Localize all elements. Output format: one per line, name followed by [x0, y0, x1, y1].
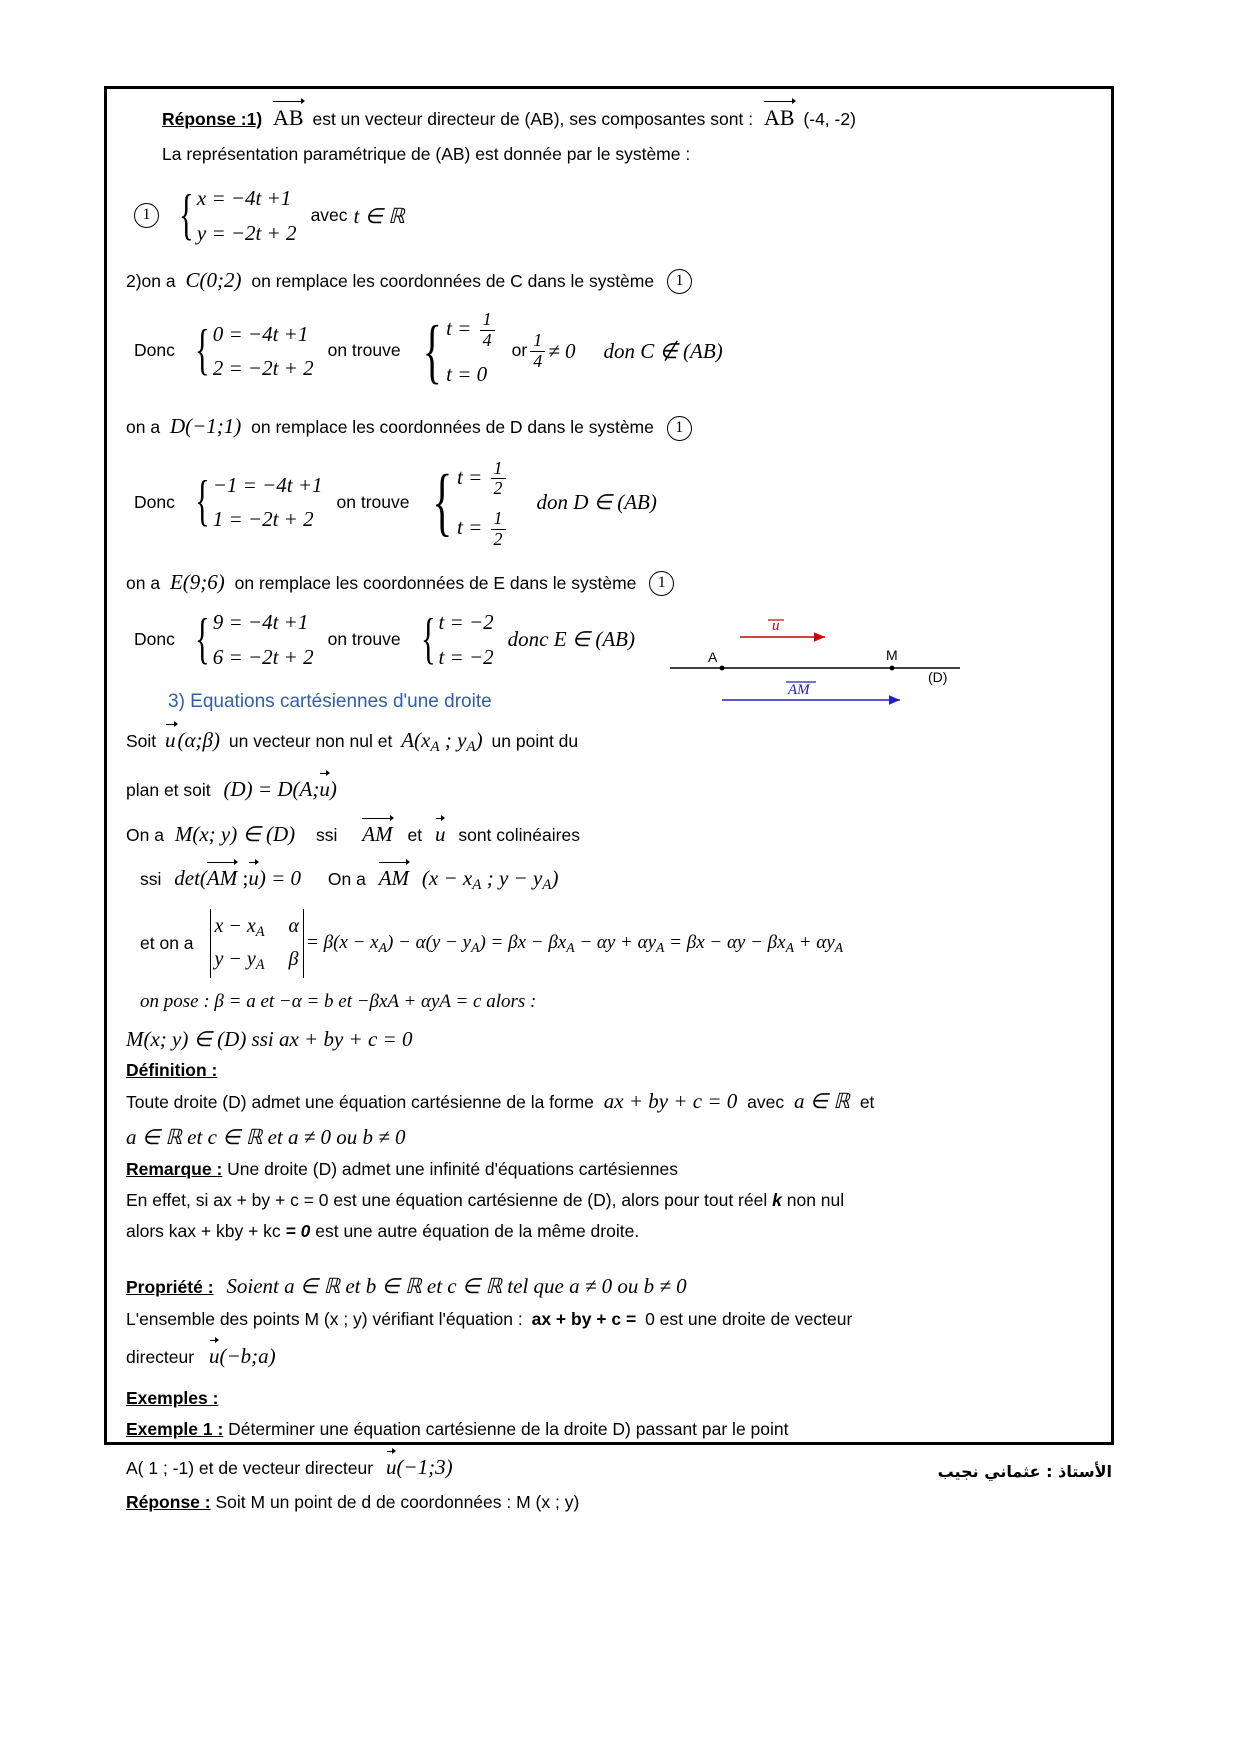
- part2-calc: [134, 305, 1096, 397]
- point-d: D(−1;1): [169, 414, 242, 439]
- figure-label-AM: AM: [788, 682, 810, 698]
- ref-tag-1a: 1: [667, 269, 692, 294]
- system-e-row2: 6 = −2t + 2: [212, 644, 314, 669]
- t-in-r: t ∈ ℝ: [353, 203, 405, 228]
- det-r1c2: α: [288, 915, 300, 937]
- example1-l2-a: A( 1 ; -1) et de vecteur directeur: [126, 1457, 374, 1478]
- frac-num: 1: [533, 329, 543, 350]
- frac-num: 1: [493, 457, 503, 478]
- res-d-lhs2: t =: [456, 515, 483, 540]
- theory-l1-c: un point du: [491, 730, 579, 751]
- theory-l3-d: sont colinéaires: [458, 825, 580, 846]
- theory-line6: [126, 988, 1096, 1016]
- vector-am-1: AM: [362, 817, 392, 849]
- brace: {: [422, 311, 442, 392]
- frac-den: 4: [480, 330, 495, 351]
- definition-l1-d: et: [859, 1091, 875, 1112]
- theory-l1-b: un vecteur non nul et: [228, 730, 393, 751]
- on-trouve-d: on trouve: [336, 491, 410, 512]
- on-trouve-e: on trouve: [327, 628, 401, 649]
- on-trouve-c: on trouve: [327, 340, 401, 361]
- remark-line3: [126, 1219, 1096, 1244]
- brace: {: [194, 319, 210, 382]
- fraction-one-fourth-2: [530, 331, 545, 372]
- system-d-row1: −1 = −4t +1: [212, 472, 323, 497]
- system-d-result: [424, 452, 509, 553]
- definition-line1: [126, 1086, 1096, 1116]
- vector-ab-2: AB: [764, 100, 795, 134]
- theory-ssi-1: ssi: [316, 825, 338, 846]
- res-c-lhs: t =: [446, 315, 472, 340]
- fraction-one-half-2: [491, 509, 506, 550]
- system-c-res2: t = 0: [446, 362, 488, 387]
- am-coords: ($x - x_A$ ; $y - y_A$): [421, 865, 559, 894]
- system-c-result: [415, 305, 498, 397]
- system-d-left: [189, 468, 323, 537]
- system-c-res1: [446, 305, 498, 351]
- section-3-heading: 3) Equations cartésiennes d'une droite: [168, 691, 492, 713]
- footer-teacher-name: الأستاذ : عثماني نجيب: [937, 1462, 1112, 1481]
- definition-l1-a: Toute droite (D) admet une équation cartésienne de la forme: [126, 1091, 594, 1112]
- vector-ab-1: AB: [273, 100, 304, 134]
- system-1-row1: x = −4t +1: [196, 186, 292, 211]
- frac-den: 4: [530, 351, 545, 372]
- theory-pose: on pose : β = a et −α = b et −βxA + αyA = c alors :: [140, 991, 537, 1013]
- donc-label-c: Donc: [134, 340, 175, 361]
- vector-u-def: u(α;β): [165, 728, 220, 752]
- fraction-one-fourth: [480, 310, 495, 351]
- definition-line2: [126, 1122, 1096, 1152]
- conclusion-e: donc E ∈ (AB): [507, 627, 635, 652]
- remark-k: k: [772, 1189, 782, 1210]
- figure-label-u: u: [772, 618, 780, 634]
- theory-l3-c: et: [407, 825, 423, 846]
- theory-l3-a: On a: [126, 825, 164, 846]
- brace: {: [194, 470, 210, 533]
- geometry-figure: [660, 612, 978, 712]
- document-content: [126, 100, 1096, 1521]
- example1-vector-u: u(−1;3): [386, 1455, 453, 1479]
- system-e-res2: t = −2: [438, 644, 494, 669]
- theory-line2: [126, 771, 1096, 804]
- frac-den: 2: [491, 529, 506, 550]
- partE-intro-end: on remplace les coordonnées de E dans le système: [234, 572, 637, 593]
- property-eq: ax + by + c =: [531, 1309, 637, 1330]
- point-e: E(9;6): [169, 569, 225, 594]
- part2-intro: [126, 265, 1096, 295]
- conclusion-c: don C ∉ (AB): [603, 338, 723, 363]
- theory-l5-a: et on a: [140, 932, 194, 953]
- res-d-lhs1: t =: [456, 464, 483, 489]
- system-c-left: [189, 317, 314, 386]
- response-label: Réponse :: [126, 1492, 211, 1513]
- remark-l3-b: = 0: [285, 1221, 311, 1242]
- remark-l2-b: non nul: [786, 1189, 845, 1210]
- examples-heading: [126, 1386, 1096, 1411]
- property-l1: Soient a ∈ ℝ et b ∈ ℝ et c ∈ ℝ tel que a ≠ 0 ou b ≠ 0: [226, 1273, 687, 1298]
- theory-line1: [126, 722, 1096, 759]
- definition-l2-text: a ∈ ℝ et c ∈ ℝ et a ≠ 0 ou b ≠ 0: [126, 1125, 406, 1150]
- m-in-d: M(x; y) ∈ (D): [174, 822, 296, 847]
- conclusion-d: don D ∈ (AB): [536, 489, 657, 514]
- answer1-line2: La représentation paramétrique de (AB) est donnée par le système :: [162, 143, 691, 164]
- system-1-row: [134, 181, 1096, 250]
- system-e-left: [189, 605, 314, 674]
- partD-calc: [134, 452, 1096, 553]
- theory-final-eq: M(x; y) ∈ (D) ssi ax + by + c = 0: [126, 1026, 413, 1051]
- brace: {: [194, 607, 210, 670]
- figure-label-M: M: [886, 647, 898, 663]
- theory-line3: [126, 816, 1096, 849]
- partD-intro-end: on remplace les coordonnées de D dans le système: [251, 417, 654, 438]
- property-l3-a: directeur: [126, 1347, 195, 1368]
- property-vector-u: u(−b;a): [209, 1344, 276, 1368]
- property-line2: [126, 1307, 1096, 1332]
- det-r2c1: $y - y_A$: [214, 947, 265, 973]
- fraction-one-half-1: [491, 459, 506, 500]
- system-d-res2: [457, 502, 509, 552]
- frac-num: 1: [482, 308, 492, 329]
- theory-line7: [126, 1024, 1096, 1054]
- property-line1: [126, 1271, 1096, 1301]
- figure-label-A: A: [708, 649, 718, 665]
- example1-text: Déterminer une équation cartésienne de la droite D) passant par le point: [228, 1419, 789, 1440]
- property-l2-b: 0 est une droite de vecteur: [645, 1309, 853, 1330]
- system-1-tag: 1: [134, 203, 159, 228]
- system-1-row2: y = −2t + 2: [196, 220, 297, 245]
- remark-l3-a: alors kax + kby + kc: [126, 1221, 281, 1242]
- example1-response: [126, 1490, 1096, 1515]
- vector-u-1: u: [435, 822, 446, 846]
- partE-intro-text: on a: [126, 572, 161, 593]
- system-1: [173, 181, 297, 250]
- definition-l1-c: a ∈ ℝ: [794, 1088, 850, 1113]
- system-e-res1: t = −2: [438, 610, 494, 635]
- definition-eq: ax + by + c = 0: [603, 1088, 738, 1113]
- determinant-matrix: [210, 909, 305, 978]
- example1-label: Exemple 1 :: [126, 1419, 224, 1440]
- ref-tag-1b: 1: [667, 416, 692, 441]
- remark-l3-c: est une autre équation de la même droite.: [315, 1221, 640, 1242]
- remark-line1: [126, 1157, 1096, 1182]
- point-a-def: $A(x_A$ ; $y_A$): [401, 727, 483, 756]
- brace: {: [431, 459, 452, 544]
- system-d-res1: [457, 452, 509, 502]
- remark-l2-a: En effet, si ax + by + c = 0 est une équation cartésienne de (D), alors pour tout réel: [126, 1189, 768, 1210]
- det-r2c2: β: [288, 947, 299, 970]
- det-expansion: = $\beta(x - x_A) - \alpha(y - y_A) = \beta x - \beta x_A - \alpha y + \alpha y_A = \beta x - \alpha y - \beta x_A + \alpha y_A$: [306, 932, 844, 956]
- donc-label-d: Donc: [134, 491, 175, 512]
- partD-intro: [126, 411, 1096, 441]
- det-r1c1: $x - x_A$: [214, 915, 265, 941]
- response-text: Soit M un point de d de coordonnées : M (x ; y): [215, 1492, 580, 1513]
- or-compare: ≠ 0: [548, 338, 576, 363]
- theory-line5: [140, 909, 1096, 978]
- theory-l4-b: On a: [327, 868, 366, 889]
- brace: {: [179, 184, 194, 247]
- vector-am-2: AM: [379, 861, 409, 893]
- droite-d-def: (D) = D(A;u): [224, 777, 337, 801]
- definition-l1-b: avec: [747, 1091, 785, 1112]
- example1-line1: [126, 1417, 1096, 1442]
- avec-label: avec: [310, 205, 348, 226]
- det-expr: det(AM ;u) = 0: [174, 866, 301, 890]
- system-d-row2: 1 = −2t + 2: [212, 507, 314, 532]
- definition-heading-text: Définition :: [126, 1060, 218, 1081]
- system-c-row1: 0 = −4t +1: [212, 321, 309, 346]
- partE-intro: [126, 567, 1096, 597]
- remark-line2: [126, 1188, 1096, 1213]
- system-e-result: [415, 605, 494, 674]
- partD-intro-text: on a: [126, 417, 161, 438]
- answer1-text-mid: est un vecteur directeur de (AB), ses composantes sont :: [312, 109, 754, 129]
- donc-label-e: Donc: [134, 628, 175, 649]
- theory-l2-a: plan et soit: [126, 779, 211, 800]
- ref-tag-1c: 1: [649, 571, 674, 596]
- system-c-row2: 2 = −2t + 2: [212, 356, 314, 381]
- property-line3: [126, 1338, 1096, 1371]
- property-heading: Propriété :: [126, 1276, 214, 1297]
- system-e-row1: 9 = −4t +1: [212, 610, 309, 635]
- point-c: C(0;2): [185, 267, 242, 292]
- theory-line4: [126, 860, 1096, 897]
- theory-ssi-2: ssi: [140, 868, 162, 889]
- property-l2-a: L'ensemble des points M (x ; y) vérifiant l'équation :: [126, 1309, 523, 1330]
- theory-l1-a: Soit: [126, 730, 157, 751]
- brace: {: [420, 607, 436, 670]
- examples-heading-text: Exemples :: [126, 1387, 219, 1408]
- frac-den: 2: [491, 478, 506, 499]
- or-label: or: [511, 340, 528, 361]
- frac-num: 1: [493, 508, 503, 529]
- part2-intro-text: 2)on a: [126, 270, 176, 291]
- answer1-components: (-4, -2): [803, 109, 856, 129]
- remark-l1: Une droite (D) admet une infinité d'équations cartésiennes: [227, 1158, 678, 1179]
- figure-label-D: (D): [928, 669, 948, 685]
- remark-heading: Remarque :: [126, 1158, 223, 1179]
- answer1-line1: [126, 100, 1096, 134]
- definition-heading: [126, 1058, 1096, 1083]
- part2-intro-end: on remplace les coordonnées de C dans le système: [251, 270, 655, 291]
- answer1-label: Réponse :1): [162, 109, 263, 129]
